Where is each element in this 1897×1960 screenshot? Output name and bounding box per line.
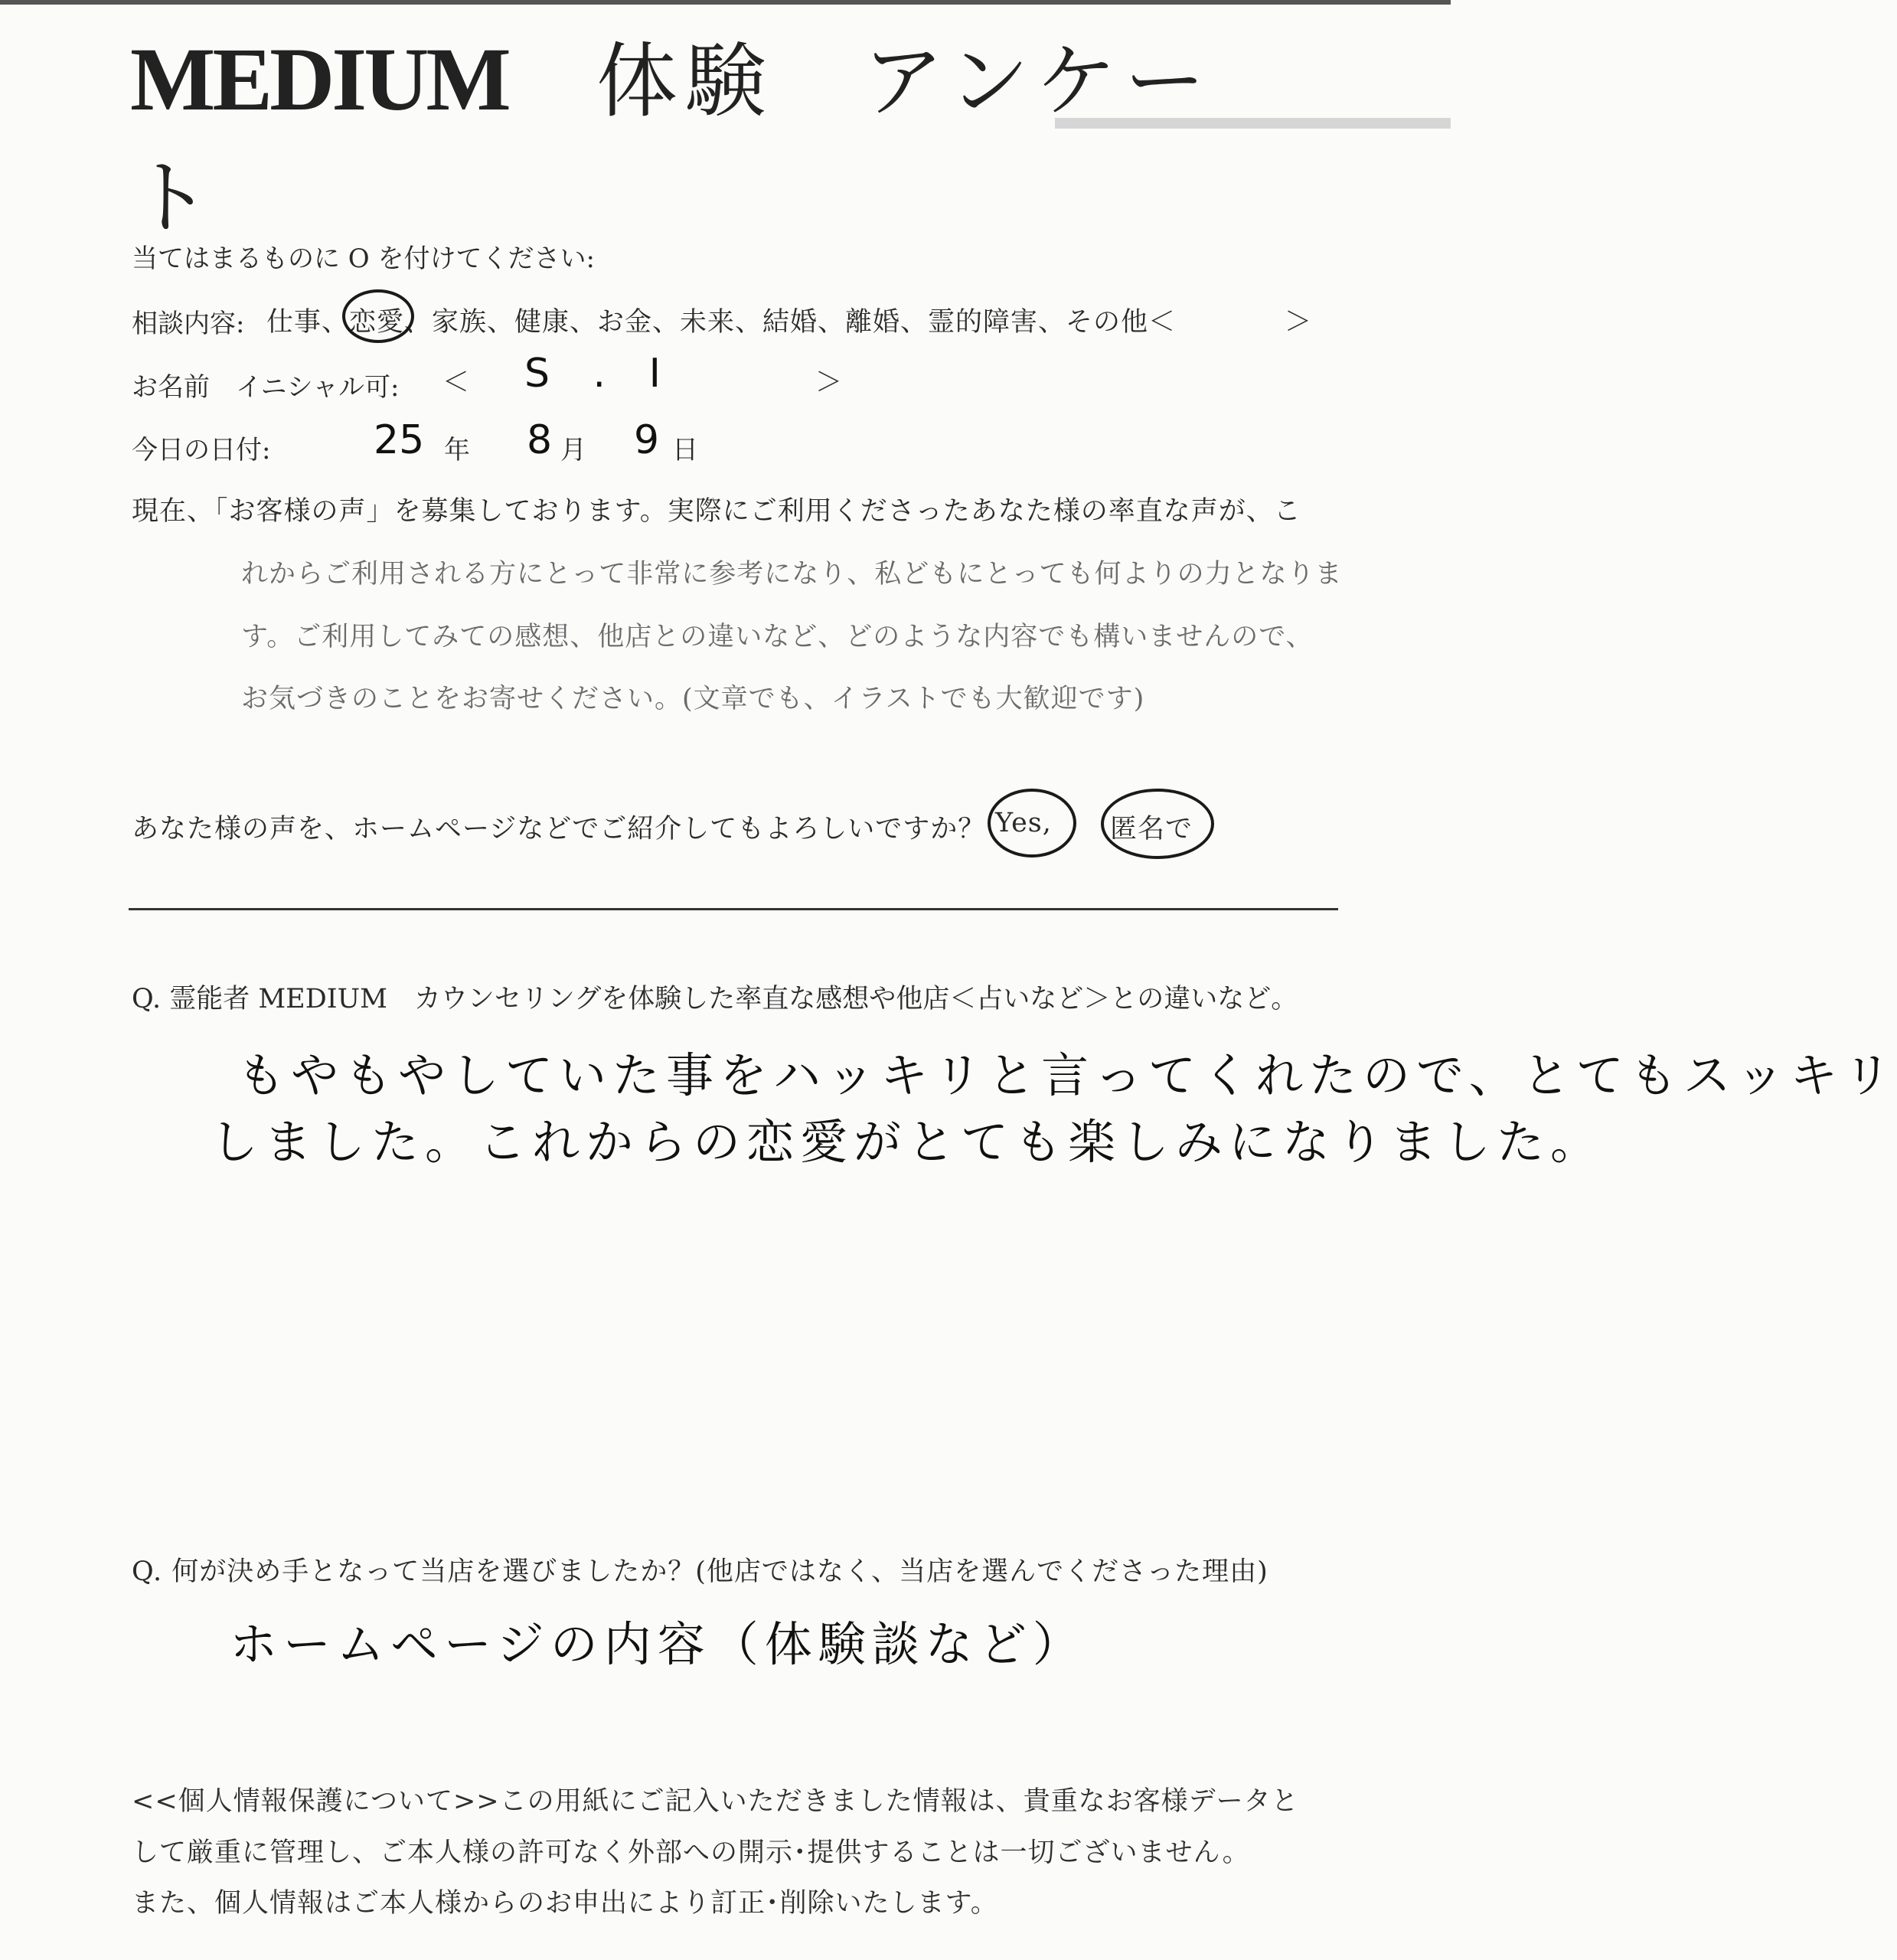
- q1-answer-line-1: もやもやしていた事をハッキリと言ってくれたので、とてもスッキリ: [237, 1047, 1897, 1103]
- date-day: 9: [634, 417, 660, 463]
- instruction-text: 当てはまるものに O を付けてください:: [132, 243, 595, 274]
- date-month-unit: 月: [560, 435, 586, 466]
- name-initials: S . I: [524, 351, 676, 397]
- consent-question: あなた様の声を、ホームページなどでご紹介してもよろしいですか？: [132, 814, 986, 844]
- name-close-bracket: ＞: [815, 368, 844, 398]
- title-subtitle: 体験 アンケート: [130, 34, 1213, 245]
- date-year-unit: 年: [444, 435, 470, 466]
- consult-options: 仕事、恋愛、家族、健康、お金、未来、結婚、離婚、霊的障害、その他＜: [266, 307, 1177, 338]
- intro-line-2: れからご利用される方にとって非常に参考になり、私どもにとっても何よりの力となりま: [241, 559, 1343, 590]
- scan-edge: [0, 0, 1451, 5]
- name-open-bracket: ＜: [442, 368, 471, 398]
- date-month: 8: [527, 417, 553, 463]
- survey-title: [130, 17, 1278, 245]
- intro-line-4: お気づきのことをお寄せください。(文章でも、イラストでも大歓迎です): [241, 684, 1145, 714]
- privacy-line-3: また、個人情報はご本人様からのお申出により訂正･削除いたします。: [132, 1888, 998, 1919]
- q2-question: Q. 何が決め手となって当店を選びましたか？(他店ではなく、当店を選んでくださった理由): [132, 1557, 1268, 1587]
- name-label: お名前 イニシャル可:: [132, 372, 400, 403]
- q1-question: Q. 霊能者 MEDIUM カウンセリングを体験した率直な感想や他店＜占いなど＞との違いなど。: [132, 984, 1298, 1014]
- date-label: 今日の日付:: [132, 435, 271, 466]
- date-year: 25: [374, 417, 425, 463]
- title-brand: MEDIUM: [130, 29, 508, 129]
- section-divider: [129, 908, 1338, 910]
- date-day-unit: 日: [672, 435, 698, 466]
- privacy-line-2: して厳重に管理し、ご本人様の許可なく外部への開示･提供することは一切ございません。: [132, 1838, 1250, 1868]
- q1-answer-line-2: しました。これからの恋愛がとても楽しみになりました。: [211, 1114, 1605, 1170]
- consent-anonymous: 匿名で: [1110, 814, 1193, 844]
- consult-label: 相談内容:: [132, 309, 245, 339]
- selection-circle-anonymous: [1101, 789, 1214, 859]
- selection-circle-romance: [342, 289, 414, 343]
- selection-circle-yes: [988, 789, 1076, 858]
- consult-other-close: ＞: [1285, 307, 1313, 338]
- consent-yes: Yes,: [995, 808, 1052, 838]
- intro-line-1: 現在、「お客様の声」を募集しております。実際にご利用くださったあなた様の率直な声が、こ: [132, 496, 1301, 527]
- privacy-line-1: <<個人情報保護について>>この用紙にご記入いただきました情報は、貴重なお客様データと: [132, 1786, 1299, 1817]
- q2-answer: ホームページの内容（体験談など）: [230, 1616, 1086, 1672]
- intro-line-3: す。ご利用してみての感想、他店との違いなど、どのような内容でも構いませんので、: [241, 622, 1314, 652]
